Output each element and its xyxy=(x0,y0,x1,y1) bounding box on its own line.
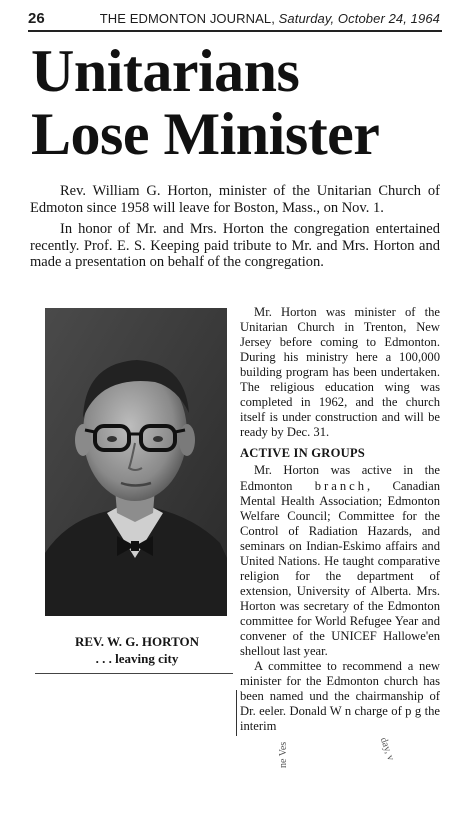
article-column xyxy=(240,305,440,734)
caption-rule xyxy=(35,673,233,674)
caption-subtitle: . . . leaving city xyxy=(95,651,179,666)
p2-part-b: , Canadian Mental Health Association; Edmonton Welfare Council; Committee for the Control of Radiation Hazards, and seminars on Indian-Eskimo affairs and United Nations. He taught comparative religion for the department of extension, University of Alberta. Mrs. Horton was secretary of the Edmonton committee for World Refugee Year and convener of the UNICEF Hallowe'en shellout last year. xyxy=(240,478,440,659)
margin-bracket xyxy=(236,690,237,736)
p2-part-a: Mr. Horton was active in the Edmonton xyxy=(240,463,440,493)
headline xyxy=(31,40,443,166)
p2-spaced-word: branch xyxy=(314,478,368,493)
issue-date: Saturday, October 24, 1964 xyxy=(278,11,440,26)
photo-caption xyxy=(30,633,244,667)
column-paragraph-1: Mr. Horton was minister of the Unitarian Church in Trenton, New Jersey before coming to Edmonton. During his ministry here a 100,000 building program has been undertaken. The religious education wing was completed in 1962, and the church itself is under construction and will be ready by Dec. 31. xyxy=(240,305,440,440)
folio-rule xyxy=(28,30,442,32)
portrait-illustration xyxy=(45,308,227,616)
column-paragraph-2 xyxy=(240,463,440,659)
masthead-dateline xyxy=(100,10,440,28)
headline-line-1: Unitarians xyxy=(31,38,300,104)
column-paragraph-3: A committee to recommend a new minister for the Edmonton church has been named und the chairmanship of Dr. eeler. Donald W n charge of p g the interim xyxy=(240,659,440,734)
subhead-active-in-groups: ACTIVE IN GROUPS xyxy=(240,446,365,461)
archive-stamp xyxy=(270,720,440,820)
caption-name: REV. W. G. HORTON xyxy=(74,634,200,649)
folio-line xyxy=(28,10,440,28)
lede xyxy=(30,183,440,276)
lede-paragraph-2: In honor of Mr. and Mrs. Horton the congregation entertained recently. Prof. E. S. Keeping paid tribute to Mr. and Mrs. Horton and made a presentation on behalf of the congregation. xyxy=(30,221,440,270)
paper-name: THE EDMONTON JOURNAL, xyxy=(99,11,275,26)
stamp-text-right: day, v xyxy=(377,736,397,763)
stamp-text-left: ne Ves xyxy=(278,741,289,768)
headline-line-2: Lose Minister xyxy=(31,101,380,167)
portrait-photo xyxy=(45,308,227,616)
page-number: 26 xyxy=(28,10,45,27)
lede-paragraph-1: Rev. William G. Horton, minister of the Unitarian Church of Edmoton since 1958 will leave for Boston, Mass., on Nov. 1. xyxy=(30,183,440,216)
